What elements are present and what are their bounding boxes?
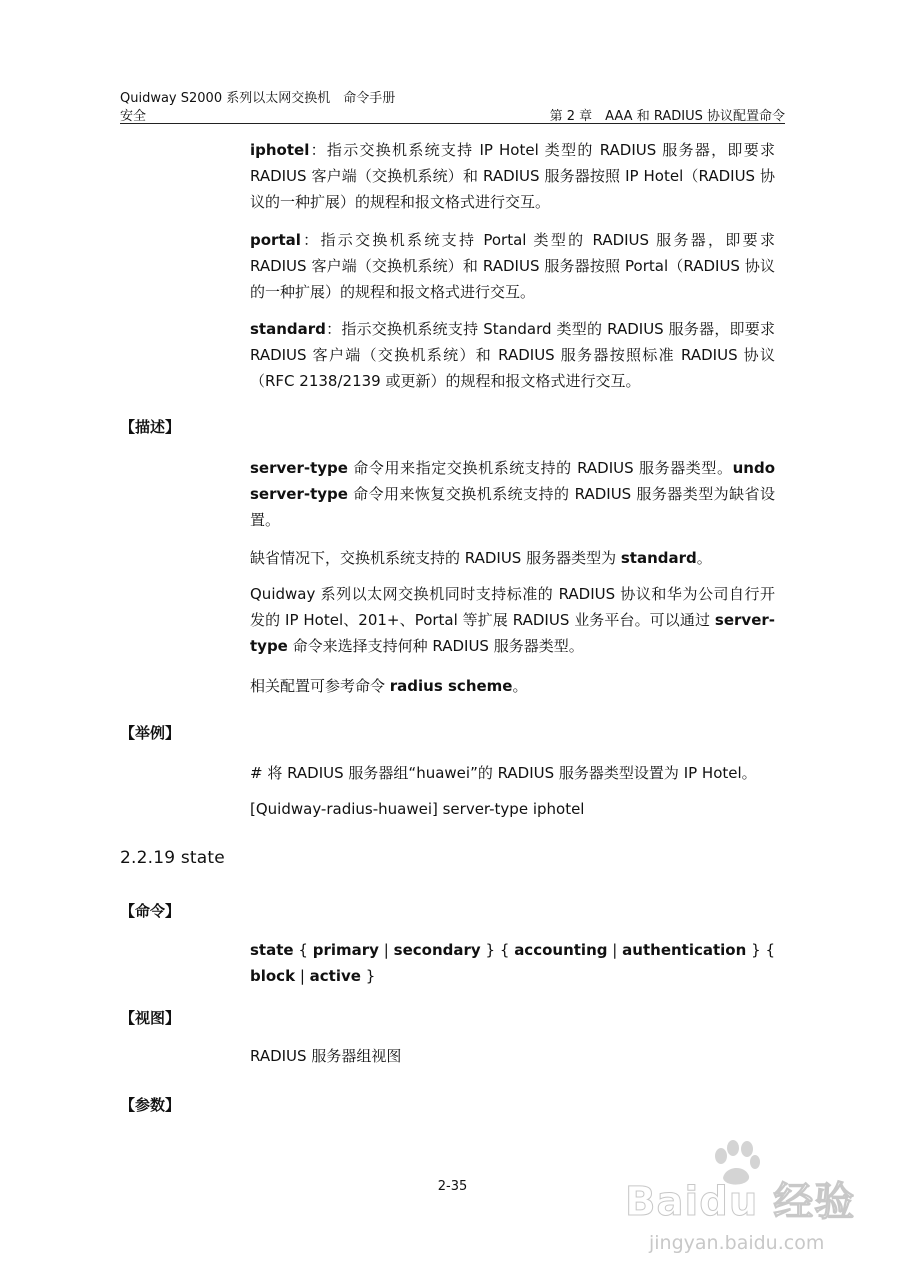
subsection-title: 2.2.19 state: [120, 848, 225, 868]
description-paragraph-2: [250, 545, 775, 571]
example-command: [Quidway-radius-huawei] server-type iphotel: [250, 800, 585, 818]
page-number: 2-35: [437, 1179, 468, 1194]
example-comment: # 将 RADIUS 服务器组“huawei”的 RADIUS 服务器类型设置为 IP Hotel。: [250, 764, 757, 782]
keyword: primary: [312, 941, 379, 959]
syntax-sep: |: [378, 941, 394, 959]
keyword: accounting: [514, 941, 608, 959]
param-desc: ：指示交换机系统支持 Portal 类型的 RADIUS 服务器，即要求 RADIUS 客户端（交换机系统）和 RADIUS 服务器按照 Portal（RADIUS 协议的一种扩展）的规程和报文格式进行交互。: [250, 231, 775, 301]
text: 命令用来指定交换机系统支持的 RADIUS 服务器类型。: [347, 459, 733, 477]
header-volume: 安全: [120, 109, 147, 124]
header-manual-title: Quidway S2000 系列以太网交换机 命令手册: [120, 91, 396, 106]
keyword: active: [309, 967, 361, 985]
keyword: undo server-type: [250, 459, 775, 503]
param-term: standard: [250, 320, 326, 338]
description-paragraph-1: [250, 455, 775, 533]
syntax-sep: }: [360, 967, 376, 985]
param-portal: [250, 227, 775, 305]
description-paragraph-4: [250, 673, 775, 699]
keyword: server-type: [250, 459, 348, 477]
syntax-sep: |: [607, 941, 623, 959]
param-iphotel: [250, 137, 775, 215]
keyword: state: [250, 941, 294, 959]
syntax-sep: } {: [746, 941, 776, 959]
param-desc: ：指示交换机系统支持 IP Hotel 类型的 RADIUS 服务器，即要求 RADIUS 客户端（交换机系统）和 RADIUS 服务器按照 IP Hotel（RADIUS 协议的一种扩展）的规程和报文格式进行交互。: [250, 141, 775, 211]
section-label-view: 【视图】: [120, 1009, 181, 1027]
text: 缺省情况下，交换机系统支持的 RADIUS 服务器类型为: [250, 549, 621, 567]
section-label-parameters: 【参数】: [120, 1096, 181, 1114]
header-divider: [120, 123, 785, 124]
baidu-watermark: [625, 1140, 865, 1270]
syntax-sep: } {: [480, 941, 515, 959]
keyword: radius scheme: [389, 677, 513, 695]
section-label-example: 【举例】: [120, 724, 181, 742]
watermark-logo-text: Baidu 经验: [625, 1179, 856, 1225]
param-term: portal: [250, 231, 301, 249]
command-syntax: [250, 937, 775, 989]
text: Quidway 系列以太网交换机同时支持标准的 RADIUS 协议和华为公司自行开发的 IP Hotel、201+、Portal 等扩展 RADIUS 业务平台。可以通过: [250, 585, 775, 629]
param-term: iphotel: [250, 141, 310, 159]
syntax-sep: |: [295, 967, 310, 985]
description-paragraph-3: [250, 581, 775, 659]
syntax-sep: {: [293, 941, 313, 959]
view-text: RADIUS 服务器组视图: [250, 1047, 402, 1065]
header-chapter: 第 2 章 AAA 和 RADIUS 协议配置命令: [549, 109, 785, 124]
text: 相关配置可参考命令: [250, 677, 390, 695]
keyword: secondary: [393, 941, 481, 959]
text: 。: [512, 677, 528, 695]
keyword: authentication: [622, 941, 747, 959]
section-label-command: 【命令】: [120, 902, 181, 920]
text: 。: [696, 549, 712, 567]
keyword: standard: [620, 549, 697, 567]
param-desc: ：指示交换机系统支持 Standard 类型的 RADIUS 服务器，即要求 RADIUS 客户端（交换机系统）和 RADIUS 服务器按照标准 RADIUS 协议（RFC 2138/2139 或更新）的规程和报文格式进行交互。: [250, 320, 775, 390]
text: 命令用来恢复交换机系统支持的 RADIUS 服务器类型为缺省设置。: [250, 485, 775, 529]
keyword: block: [250, 967, 296, 985]
watermark-url: jingyan.baidu.com: [649, 1232, 825, 1254]
text: 命令来选择支持何种 RADIUS 服务器类型。: [287, 637, 584, 655]
keyword: server-type: [250, 611, 775, 655]
section-label-description: 【描述】: [120, 418, 181, 436]
param-standard: [250, 316, 775, 394]
